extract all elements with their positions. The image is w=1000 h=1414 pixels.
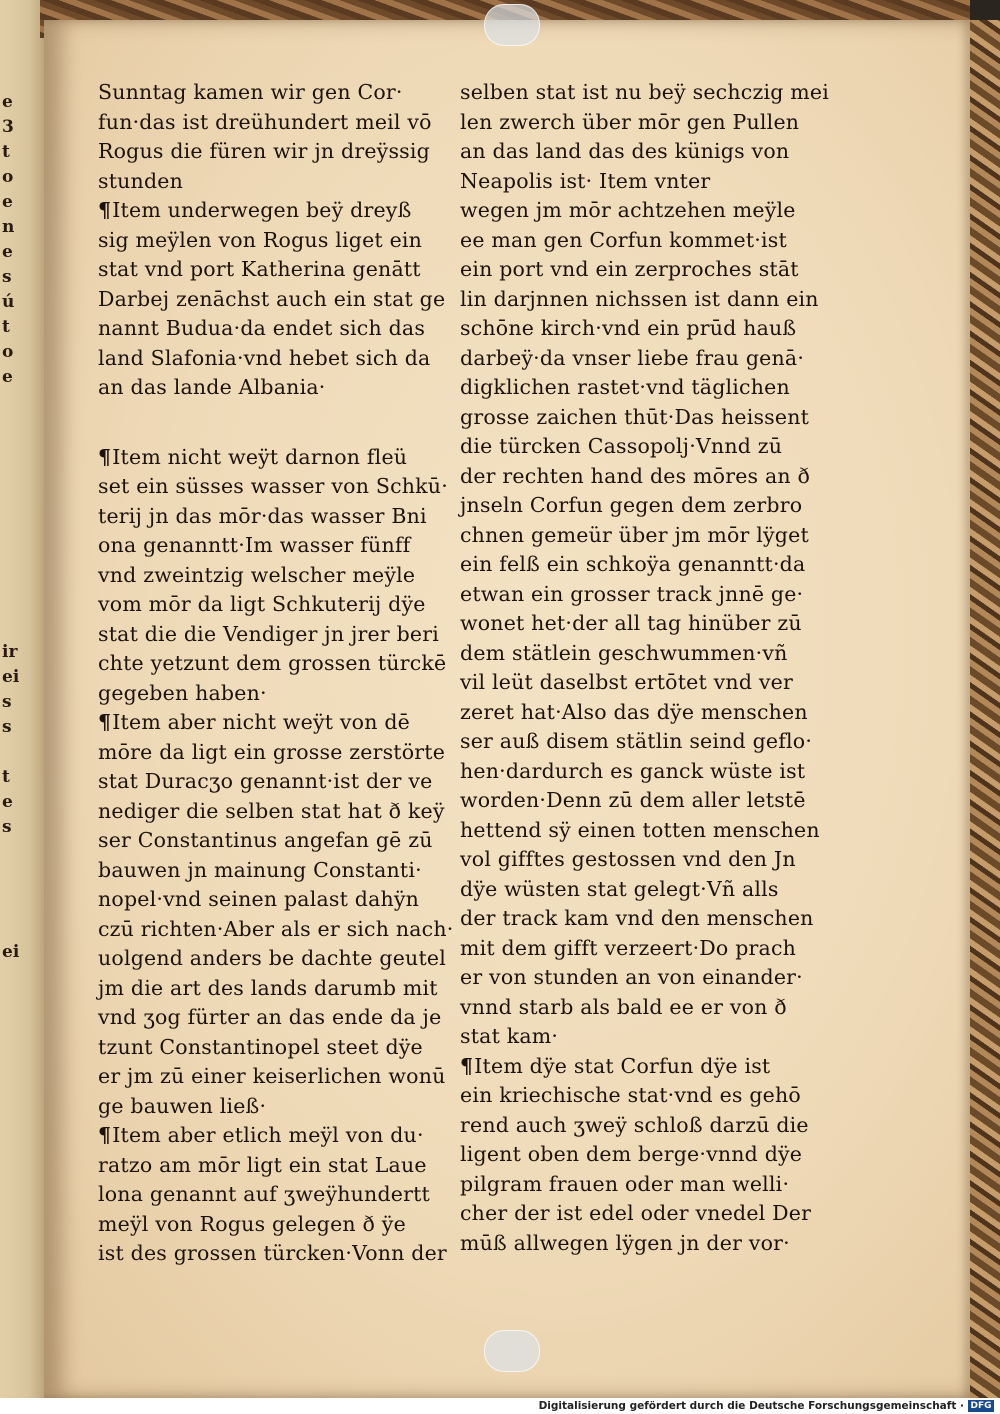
line-text: er jm zū einer keiserlichen wonū [98, 1064, 446, 1088]
prev-page-letter [2, 615, 22, 640]
text-line [460, 786, 860, 816]
text-line [460, 1052, 860, 1082]
text-line [98, 137, 498, 167]
line-text: stat kam· [460, 1024, 559, 1048]
text-line [98, 649, 498, 679]
line-text: an das lande Albania· [98, 375, 326, 399]
text-line [98, 1092, 498, 1122]
line-text: nannt Budua·da endet sich das [98, 316, 426, 340]
text-line [460, 491, 860, 521]
prev-page-letter [2, 840, 22, 865]
top-page-clip [484, 4, 540, 46]
line-text: darbeÿ·da vnser liebe frau genā· [460, 345, 805, 370]
line-text: stat Duracʒo genannt·ist der ve [98, 769, 433, 793]
text-line [460, 727, 860, 757]
text-line [98, 944, 498, 974]
line-text: fun·das ist dreühundert meil vō [98, 109, 432, 134]
text-line [460, 462, 860, 492]
footer-credit: Digitalisierung gefördert durch die Deutsche Forschungsgemeinschaft · [538, 1400, 964, 1412]
line-text: mōre da ligt ein grosse zerstörte [98, 739, 446, 764]
line-text: ist des grossen türcken·Vonn der [98, 1241, 447, 1265]
text-line [98, 797, 498, 827]
line-text: cher der ist edel oder vnedel Der [460, 1201, 812, 1225]
text-line [98, 1239, 498, 1269]
pilcrow-icon: ¶ [98, 710, 112, 734]
text-line [98, 620, 498, 650]
line-text: ein port vnd ein zerproches stāt [460, 257, 799, 281]
line-text: vnnd starb als bald ee er von ð [460, 994, 787, 1019]
prev-page-letter [2, 415, 22, 440]
dfg-logo: DFG [968, 1400, 994, 1412]
text-line [98, 561, 498, 591]
text-line [98, 590, 498, 620]
line-text: ge bauwen ließ· [98, 1093, 267, 1118]
line-text: mūß allwegen lÿgen jn der vor· [460, 1230, 790, 1255]
prev-page-letter [2, 540, 22, 565]
text-line [98, 856, 498, 886]
line-text: worden·Denn zū dem aller letstē [460, 788, 806, 812]
text-line [460, 1022, 860, 1052]
text-line [98, 1062, 498, 1092]
text-line [98, 885, 498, 915]
line-text: ee man gen Corfun kommet·ist [460, 227, 787, 252]
text-line [98, 472, 498, 502]
bottom-page-clip [484, 1330, 540, 1372]
text-line [98, 826, 498, 856]
line-text: etwan ein grosser track jnnē ge· [460, 581, 804, 606]
line-text: Darbej zenāchst auch ein stat ge [98, 286, 446, 311]
line-text: ser auß disem stätlin seind geflo· [460, 729, 813, 753]
line-text: Neapolis ist· Item vnter [460, 168, 711, 193]
prev-page-letter: s [2, 692, 12, 712]
text-line [98, 708, 498, 738]
line-text: Item aber nicht weÿt von dē [112, 710, 410, 734]
line-text: vil leüt daselbst ertōtet vnd ver [460, 670, 793, 694]
prev-page-letter: ir [2, 642, 18, 662]
line-text: vnd ʒog fürter an das ende da je [98, 1005, 442, 1029]
line-text: die türcken Cassopolj·Vnnd zū [460, 434, 783, 458]
line-text: Rogus die füren wir jn dreÿssig [98, 139, 430, 163]
line-text: wonet het·der all tag hinüber zū [460, 611, 802, 635]
line-text: stat die die Vendiger jn jrer beri [98, 621, 439, 646]
text-line [98, 502, 498, 532]
line-text: uolgend anders be dachte geutel [98, 946, 446, 970]
pilcrow-icon: ¶ [98, 1123, 112, 1147]
prev-page-letter: s [2, 267, 12, 287]
text-line [460, 196, 860, 226]
line-text: chnen gemeür über jm mōr lÿget [460, 522, 809, 547]
text-line [460, 521, 860, 551]
prev-page-letter: ei [2, 942, 20, 962]
prev-page-letter [2, 740, 22, 765]
text-line [98, 1033, 498, 1063]
text-line [98, 108, 498, 138]
prev-page-letter: ei [2, 667, 20, 687]
pilcrow-icon: ¶ [98, 444, 112, 469]
text-line [460, 816, 860, 846]
line-text: vom mōr da ligt Schkuterij dÿe [98, 592, 426, 616]
text-line [460, 609, 860, 639]
line-text: ser Constantinus angefan gē zū [98, 828, 433, 852]
line-text: jnseln Corfun gegen dem zerbro [460, 493, 803, 517]
prev-page-letter [2, 865, 22, 890]
line-text: lona genannt auf ʒweÿhundertt [98, 1182, 430, 1206]
line-text: gegeben haben· [98, 680, 267, 705]
text-line [460, 904, 860, 934]
line-text: sig meÿlen von Rogus liget ein [98, 227, 423, 252]
prev-page-letter [2, 915, 22, 940]
pilcrow-icon: ¶ [460, 1053, 474, 1078]
text-line [98, 314, 498, 344]
line-text: stat vnd port Katherina genātt [98, 257, 421, 281]
text-line [98, 915, 498, 945]
prev-page-letter: o [2, 167, 14, 187]
line-text: digklichen rastet·vnd täglichen [460, 375, 790, 399]
line-text: nopel·vnd seinen palast dahÿn [98, 887, 420, 911]
line-text: schōne kirch·vnd ein prūd hauß [460, 316, 797, 340]
right-text-column [460, 78, 860, 1258]
previous-page-letters [2, 90, 22, 965]
prev-page-letter [2, 465, 22, 490]
prev-page-letter [2, 390, 22, 415]
text-line [460, 1199, 860, 1229]
line-text: grosse zaichen thūt·Das heissent [460, 404, 810, 429]
text-line [460, 845, 860, 875]
prev-page-letter: s [2, 717, 12, 737]
line-text: set ein süsses wasser von Schkū· [98, 474, 448, 498]
line-text: ona genanntt·Im wasser fünff [98, 533, 411, 557]
line-text: stunden [98, 168, 184, 193]
text-line [98, 1210, 498, 1240]
line-text: vnd zweintzig welscher meÿle [98, 562, 416, 587]
text-line [460, 403, 860, 433]
line-text: chte yetzunt dem grossen türckē [98, 651, 447, 675]
text-line [460, 668, 860, 698]
text-line [98, 679, 498, 709]
text-line [98, 1180, 498, 1210]
text-line [460, 314, 860, 344]
prev-page-letter [2, 440, 22, 465]
text-line [460, 285, 860, 315]
line-text: rend auch ʒweÿ schloß darzū die [460, 1112, 809, 1137]
line-text: hen·dardurch es ganck wüste ist [460, 758, 806, 783]
text-line [460, 432, 860, 462]
text-line [460, 344, 860, 374]
text-line [98, 767, 498, 797]
line-text: dÿe wüsten stat gelegt·Vñ alls [460, 876, 779, 901]
prev-page-letter [2, 515, 22, 540]
text-line [460, 78, 860, 108]
text-line [460, 108, 860, 138]
text-line [460, 963, 860, 993]
line-text: selben stat ist nu beÿ sechczig mei [460, 80, 829, 104]
prev-page-letter: e [2, 192, 13, 212]
text-line [98, 167, 498, 197]
line-text: ein felß ein schkoÿa genanntt·da [460, 552, 806, 576]
line-text: terij jn das mōr·das wasser Bni [98, 503, 427, 528]
text-line [460, 167, 860, 197]
text-line [98, 78, 498, 108]
line-text: dem stätlein geschwummen·vñ [460, 640, 788, 665]
line-text: pilgram frauen oder man welli· [460, 1171, 790, 1196]
line-text: bauwen jn mainung Constanti· [98, 857, 422, 882]
line-text: wegen jm mōr achtzehen meÿle [460, 198, 796, 222]
line-text: vol gifftes gestossen vnd den Jn [460, 847, 796, 871]
text-line [98, 1003, 498, 1033]
text-line [98, 344, 498, 374]
line-text: Item aber etlich meÿl von du· [112, 1123, 424, 1147]
line-text: len zwerch über mōr gen Pullen [460, 109, 800, 134]
prev-page-letter: n [2, 217, 15, 237]
prev-page-letter [2, 490, 22, 515]
text-line [98, 738, 498, 768]
prev-page-letter: e [2, 792, 13, 812]
text-line [98, 443, 498, 473]
text-line [460, 1111, 860, 1141]
prev-page-letter: t [2, 317, 10, 337]
text-line [460, 255, 860, 285]
line-text: meÿl von Rogus gelegen ð ÿe [98, 1211, 406, 1236]
line-text: mit dem gifft verzeert·Do prach [460, 935, 797, 960]
text-line [98, 1121, 498, 1151]
text-line [460, 639, 860, 669]
prev-page-letter: e [2, 367, 13, 387]
line-text: zeret hat·Also das dÿe menschen [460, 699, 808, 724]
prev-page-letter: t [2, 767, 10, 787]
text-line [98, 974, 498, 1004]
text-line [98, 285, 498, 315]
text-line [98, 373, 498, 403]
text-line [98, 255, 498, 285]
line-text: Sunntag kamen wir gen Cor· [98, 80, 403, 104]
line-text: der track kam vnd den menschen [460, 906, 814, 930]
line-text: nediger die selben stat hat ð keÿ [98, 798, 445, 823]
line-text: czū richten·Aber als er sich nach· [98, 916, 454, 941]
line-text: hettend sÿ einen totten menschen [460, 817, 820, 842]
prev-page-letter: ú [2, 292, 15, 312]
text-line [460, 373, 860, 403]
line-text: ratzo am mōr ligt ein stat Laue [98, 1152, 427, 1177]
line-text: an das land das des künigs von [460, 139, 790, 163]
prev-page-letter: 3 [2, 117, 14, 137]
text-line [460, 137, 860, 167]
prev-page-letter [2, 890, 22, 915]
text-line [460, 757, 860, 787]
text-line [460, 934, 860, 964]
text-line [98, 531, 498, 561]
prev-page-letter: s [2, 817, 12, 837]
line-text: Item underwegen beÿ dreyß [112, 198, 412, 222]
line-text: lin darjnnen nichssen ist dann ein [460, 286, 819, 311]
line-text: Item nicht weÿt darnon fleü [112, 444, 408, 469]
text-line [460, 1229, 860, 1259]
text-line [460, 1081, 860, 1111]
text-line [460, 993, 860, 1023]
text-line [460, 875, 860, 905]
line-text: land Slafonia·vnd hebet sich da [98, 345, 431, 370]
prev-page-letter [2, 565, 22, 590]
prev-page-letter: e [2, 242, 13, 262]
text-line [98, 1151, 498, 1181]
line-text: tzunt Constantinopel steet dÿe [98, 1034, 423, 1059]
text-line [98, 196, 498, 226]
previous-page-edge [0, 0, 48, 1398]
line-text: der rechten hand des mōres an ð [460, 463, 811, 488]
text-line [460, 1140, 860, 1170]
paragraph-gap [98, 403, 498, 443]
text-line [460, 550, 860, 580]
text-line [460, 698, 860, 728]
text-line [98, 226, 498, 256]
line-text: ligent oben dem berge·vnnd dÿe [460, 1142, 803, 1166]
left-text-column [98, 78, 498, 1269]
text-line [460, 580, 860, 610]
line-text: Item dÿe stat Corfun dÿe ist [474, 1053, 771, 1078]
prev-page-letter: t [2, 142, 10, 162]
prev-page-letter: o [2, 342, 14, 362]
prev-page-letter: e [2, 92, 13, 112]
text-line [460, 1170, 860, 1200]
text-line [460, 226, 860, 256]
line-text: ein kriechische stat·vnd es gehō [460, 1083, 801, 1107]
line-text: er von stunden an von einander· [460, 965, 803, 989]
pilcrow-icon: ¶ [98, 198, 112, 222]
line-text: jm die art des lands darumb mit [98, 975, 438, 1000]
prev-page-letter [2, 590, 22, 615]
